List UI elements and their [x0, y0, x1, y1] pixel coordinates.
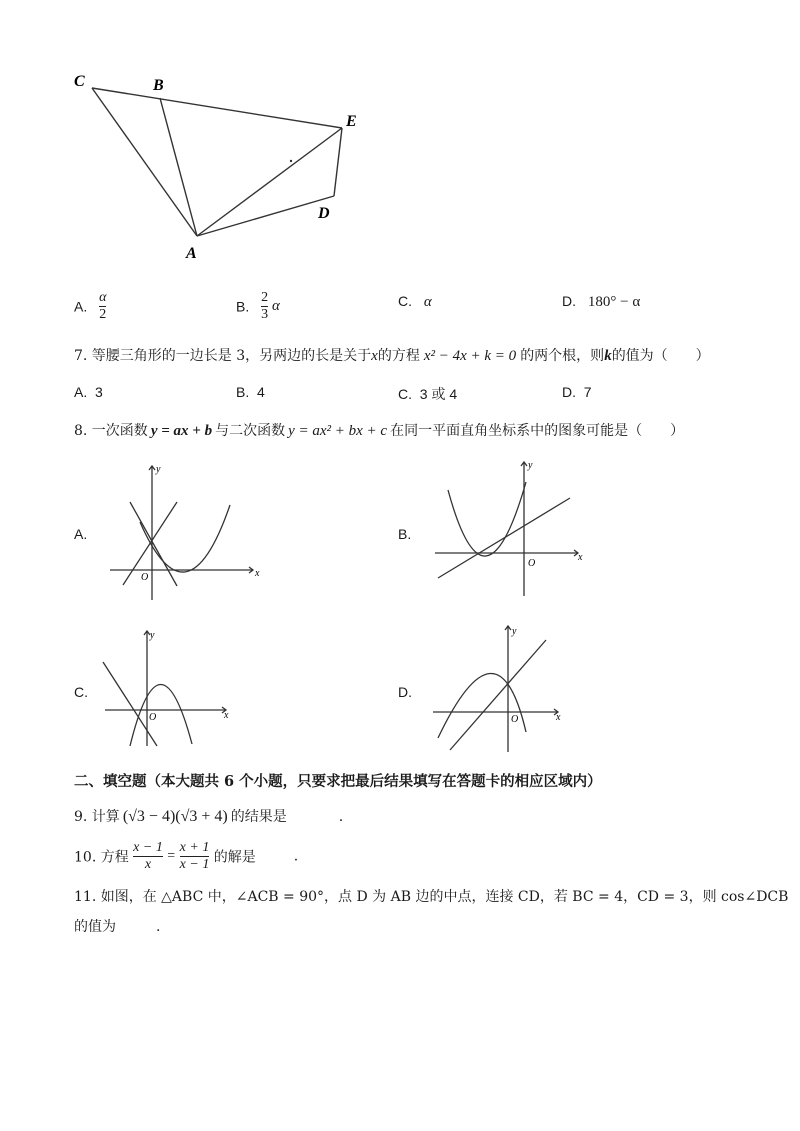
- option-value: 3: [95, 384, 103, 400]
- x-axis-label: x: [556, 712, 561, 723]
- fraction: [99, 290, 106, 323]
- quadrilateral-figure: [60, 60, 380, 270]
- question-text: 的方程: [377, 348, 420, 364]
- segment-ed: [334, 128, 342, 196]
- option-label: A.: [74, 384, 88, 400]
- q6-option-d[interactable]: [562, 293, 640, 311]
- question-11-line-2: [74, 916, 160, 936]
- question-text: 的值为（ ）: [611, 348, 710, 364]
- denominator: 3: [261, 307, 269, 322]
- point-label-b: B: [153, 77, 164, 94]
- question-text: 的两个根，则: [520, 348, 605, 364]
- segment-ca: [92, 88, 197, 236]
- question-11-line-1: 11. 如图，在 △ABC 中，∠ACB = 90°，点 D 为 AB 边的中点，连接 CD，若 BC = 4，CD = 3，则 cos∠DCB: [74, 889, 789, 905]
- graph-d-label[interactable]: D.: [398, 684, 412, 700]
- option-value: 4: [257, 384, 265, 400]
- option-value: 3 或 4: [419, 386, 458, 402]
- point-label-a: A: [186, 245, 197, 262]
- q7-option-b[interactable]: [236, 384, 265, 400]
- segment-ce: [92, 88, 342, 128]
- point-label-c: C: [74, 73, 85, 90]
- denominator: 2: [99, 307, 107, 322]
- numerator: x + 1: [179, 840, 210, 855]
- graph-b: [430, 456, 590, 601]
- q6-option-b[interactable]: [236, 290, 280, 323]
- x-axis-label: x: [255, 568, 260, 579]
- graph-c-label[interactable]: C.: [74, 684, 88, 700]
- option-value: 7: [583, 384, 592, 400]
- option-suffix: α: [272, 298, 280, 314]
- fraction: [133, 840, 163, 873]
- parabola-graph: [438, 673, 526, 738]
- option-label: C.: [398, 386, 412, 402]
- linear-graph: [438, 498, 570, 578]
- question-text: 的结果是: [230, 809, 287, 825]
- linear-graph: [130, 502, 177, 586]
- graph-a-label[interactable]: A.: [74, 526, 88, 542]
- origin-label: O: [511, 714, 519, 725]
- option-label: A.: [74, 298, 88, 315]
- origin-label: O: [149, 712, 157, 723]
- denominator: x: [144, 857, 152, 872]
- q6-option-a[interactable]: [74, 290, 106, 323]
- option-label: B.: [236, 384, 250, 400]
- option-label: B.: [236, 298, 250, 315]
- graph-d: [428, 620, 588, 760]
- fraction: [180, 840, 210, 873]
- question-text: 的值为: [74, 919, 116, 935]
- equation: y = ax² + bx + c: [288, 423, 388, 439]
- question-text: 的解是: [213, 849, 256, 866]
- option-label: D.: [562, 293, 576, 309]
- x-axis-label: x: [578, 552, 583, 563]
- question-text: 7. 等腰三角形的一边长是 3，另两边的长是关于: [74, 348, 372, 364]
- expression: (√3 − 4)(√3 + 4): [122, 808, 228, 825]
- question-text: 与二次函数: [215, 423, 286, 439]
- q7-option-d[interactable]: [562, 384, 592, 400]
- option-label: C.: [398, 293, 412, 309]
- y-axis-label: y: [528, 460, 533, 471]
- q6-option-c[interactable]: [398, 293, 432, 311]
- equation: x² − 4x + k = 0: [423, 348, 517, 364]
- option-value: α: [423, 294, 432, 310]
- question-text: 在同一平面直角坐标系中的图象可能是（ ）: [390, 423, 685, 439]
- numerator: x − 1: [133, 840, 163, 855]
- q7-option-a[interactable]: [74, 384, 103, 400]
- period: .: [293, 848, 299, 865]
- y-axis-label: y: [156, 464, 161, 475]
- option-value: 180° − α: [587, 294, 641, 310]
- equation: y = ax + b: [150, 423, 213, 439]
- q7-option-c[interactable]: [398, 384, 457, 404]
- numerator: 2: [261, 290, 269, 305]
- period: .: [338, 809, 344, 825]
- linear-graph: [450, 640, 546, 750]
- y-axis-label: y: [512, 626, 517, 637]
- question-text: 8. 一次函数: [74, 423, 148, 439]
- x-axis-label: x: [224, 710, 229, 721]
- graph-b-label[interactable]: B.: [398, 526, 412, 542]
- variable: x: [371, 348, 378, 364]
- parabola-graph: [448, 482, 526, 556]
- origin-label: O: [528, 558, 536, 569]
- fraction: [261, 290, 268, 323]
- numerator: α: [99, 290, 107, 305]
- denominator: x − 1: [179, 857, 210, 872]
- origin-label: O: [141, 572, 149, 583]
- question-9: [74, 806, 343, 826]
- point-label-d: D: [318, 205, 330, 222]
- parabola-graph: [130, 684, 192, 746]
- linear-graph: [103, 662, 157, 746]
- segment-da: [197, 196, 334, 236]
- question-8: [74, 420, 684, 440]
- period: .: [156, 919, 161, 935]
- y-axis-label: y: [150, 630, 155, 641]
- segment-ba: [160, 98, 197, 236]
- question-text: 10. 方程: [74, 849, 129, 866]
- graph-c: [100, 626, 260, 756]
- option-label: D.: [562, 384, 576, 400]
- section-title: 二、填空题（本大题共 6 个小题，只要求把最后结果填写在答题卡的相应区域内）: [74, 773, 602, 790]
- graph-a: [105, 460, 265, 605]
- question-10: 10. 方程 $\frac{x - 1}{x}$ = $\frac{x + 1}{x - 1}$ 的解是 .: [74, 840, 299, 872]
- question-7: [74, 345, 710, 365]
- variable: k: [604, 348, 612, 364]
- question-text: 9. 计算: [74, 809, 120, 825]
- point-label-e: E: [346, 113, 357, 130]
